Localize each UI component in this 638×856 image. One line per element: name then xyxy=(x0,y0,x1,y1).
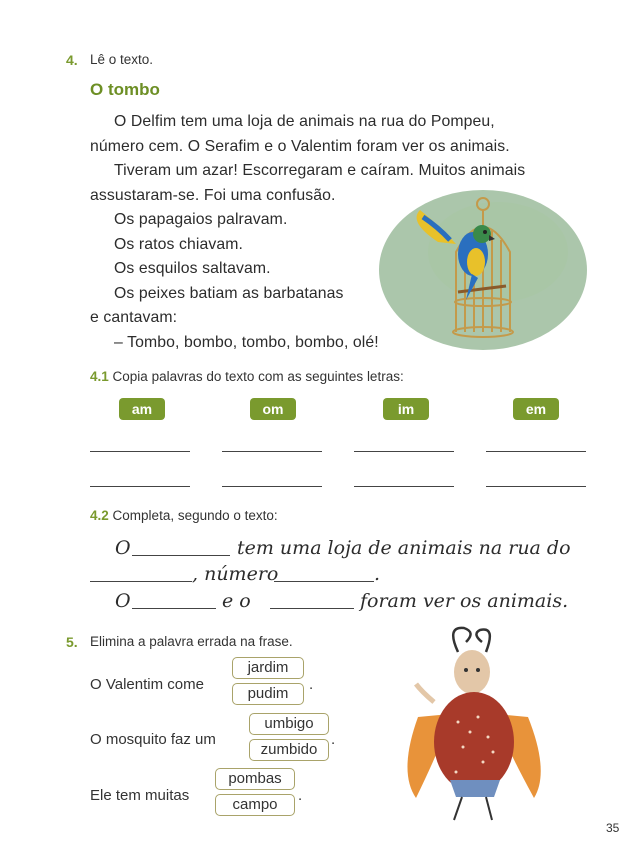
question-4-2-instruction: Completa, segundo o texto: xyxy=(112,508,278,523)
fill-text-o: O xyxy=(115,537,131,559)
exercise-5-number: 5. xyxy=(66,634,78,650)
word-option[interactable]: jardim xyxy=(232,657,304,679)
fill-blank[interactable] xyxy=(90,581,192,582)
story-line: número cem. O Serafim e o Valentim foram ver os animais. xyxy=(90,137,510,155)
fill-text: , número xyxy=(192,563,279,585)
word-option[interactable]: pudim xyxy=(232,683,304,705)
fill-blank[interactable] xyxy=(132,608,216,609)
answer-line[interactable] xyxy=(222,486,322,487)
sentence-end: . xyxy=(309,676,314,693)
sentence-text: O mosquito faz um xyxy=(90,731,216,748)
question-4-2 xyxy=(90,508,278,523)
answer-line[interactable] xyxy=(354,486,454,487)
story-title: O tombo xyxy=(90,80,160,99)
answer-line[interactable] xyxy=(90,486,190,487)
story-line: Os peixes batiam as barbatanas xyxy=(114,284,344,302)
question-4-1 xyxy=(90,369,404,384)
story-line: O Delfim tem uma loja de animais na rua do Pompeu, xyxy=(114,113,495,130)
letter-tag-em: em xyxy=(513,398,559,420)
story-line: – Tombo, bombo, tombo, bombo, olé! xyxy=(114,333,379,351)
question-4-2-number: 4.2 xyxy=(90,508,109,523)
fill-text-o: O xyxy=(115,590,131,612)
fill-text: e o xyxy=(222,590,251,612)
word-option[interactable]: umbigo xyxy=(249,713,329,735)
exercise-4-instruction: Lê o texto. xyxy=(90,52,154,67)
answer-line[interactable] xyxy=(354,451,454,452)
answer-line[interactable] xyxy=(486,486,586,487)
story-line: Os esquilos saltavam. xyxy=(114,260,271,277)
exercise-4-number: 4. xyxy=(66,52,78,68)
answer-line[interactable] xyxy=(486,451,586,452)
story-line: Os ratos chiavam. xyxy=(114,235,243,253)
story-line: Os papagaios palravam. xyxy=(114,211,288,228)
fill-text: tem uma loja de animais na rua do xyxy=(237,537,571,559)
fill-blank[interactable] xyxy=(274,581,374,582)
fill-blank[interactable] xyxy=(132,555,230,556)
answer-line[interactable] xyxy=(90,451,190,452)
word-option[interactable]: pombas xyxy=(215,768,295,790)
exercise-5-instruction: Elimina a palavra errada na frase. xyxy=(90,634,293,649)
story-line: Tiveram um azar! Escorregaram e caíram. Muitos animais xyxy=(114,162,526,179)
sentence-text: O Valentim come xyxy=(90,676,204,693)
mosquito-character-illustration xyxy=(388,622,568,822)
letter-tag-am: am xyxy=(119,398,165,420)
letter-tag-om: om xyxy=(250,398,296,420)
story-line: e cantavam: xyxy=(90,309,178,326)
story-line: assustaram-se. Foi uma confusão. xyxy=(90,186,336,204)
fill-text: foram ver os animais. xyxy=(360,590,569,612)
page-number: 35 xyxy=(606,821,620,835)
word-option[interactable]: campo xyxy=(215,794,295,816)
sentence-end: . xyxy=(331,731,336,748)
fill-text: . xyxy=(374,563,381,585)
question-4-1-number: 4.1 xyxy=(90,369,109,384)
fill-blank[interactable] xyxy=(270,608,354,609)
sentence-end: . xyxy=(298,787,303,804)
answer-line[interactable] xyxy=(222,451,322,452)
question-4-1-instruction: Copia palavras do texto com as seguintes letras: xyxy=(112,369,404,384)
letter-tag-im: im xyxy=(383,398,429,420)
sentence-text: Ele tem muitas xyxy=(90,787,190,804)
word-option[interactable]: zumbido xyxy=(249,739,329,761)
parrot-cage-illustration xyxy=(378,182,590,352)
